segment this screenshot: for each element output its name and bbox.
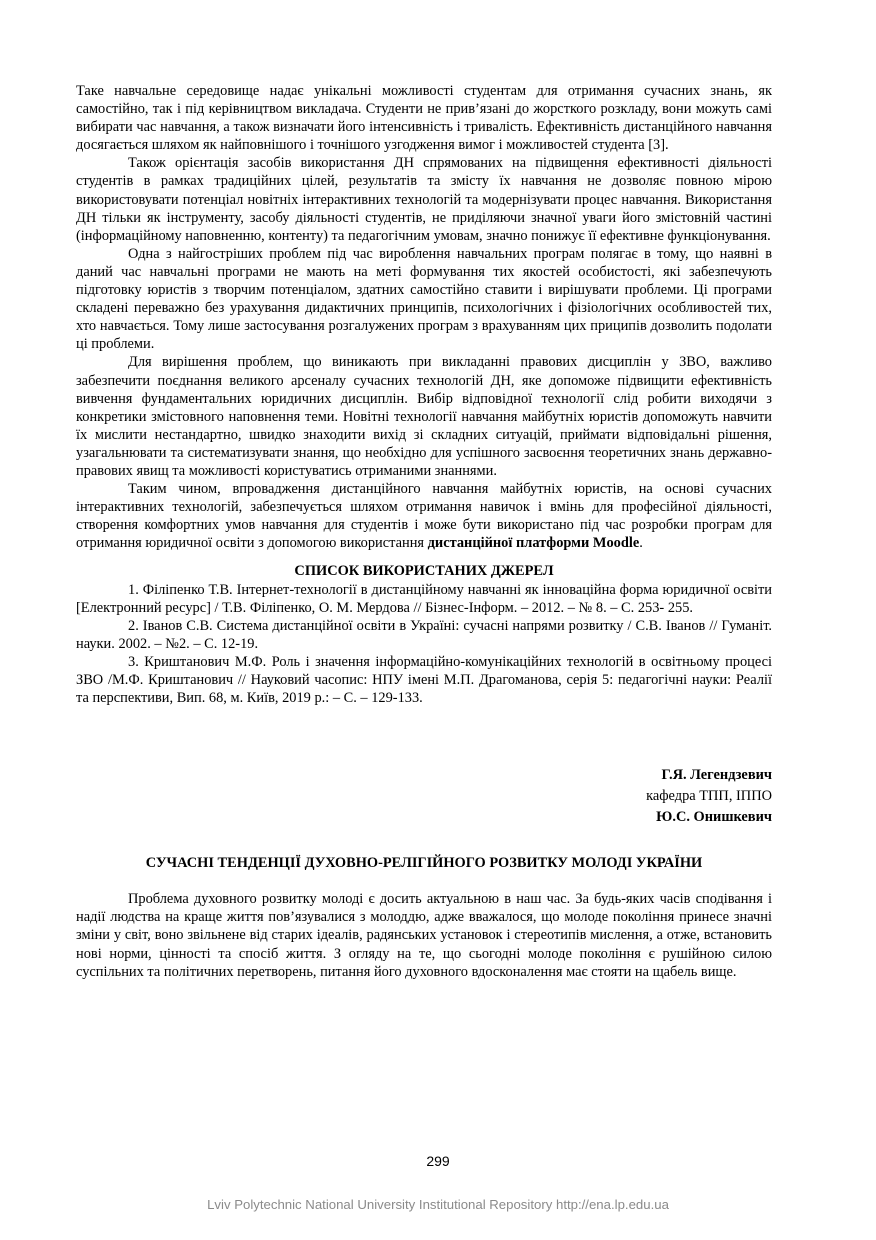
article-paragraph: Проблема духовного розвитку молоді є досить актуальною в наш час. За будь-яких часів сподівання і надії людства на краще життя пов’язувалися з молоддю, адже вважалося, що молоде покоління принесе значні зміни у світ, воно звільнене від старих ідеалів, радянських установок і стереотипів мислення, а отже, встановить нові норми, цінності та спосіб життя. З огляду на те, що сьогодні молоде покоління є рушійною силою суспільних та політичних перетворень, питання його духовного вдосконалення має стояти на щабель вище. <box>76 891 772 980</box>
body-paragraph-2: Також орієнтація засобів використання ДН спрямованих на підвищення ефективності діяльності студентів в рамках традиційних цілей, результатів та змісту їх навчання не дозволяє повною мірою використовувати потенціал новітніх інтерактивних технологій та модернізувати процес навчання. Використання ДН тільки як інструменту, засобу діяльності студентів, не приділяючи значної уваги його змістовній частині (інформаційному наповненню, контенту) та педагогічним умовам, значно понижує її ефективне функціонування. <box>76 155 772 244</box>
body-paragraph-3: Одна з найгостріших проблем під час вироблення навчальних програм полягає в тому, що наявні в даний час навчальні програми не мають на меті формування тих якостей особистості, які забезпечують підготовку юристів з творчим потенціалом, здатних самостійно ставити і вирішувати проблеми. Ці програми складені переважно без урахування дидактичних принципів, психологічних і фізіологічних особливостей тих, хто навчається. Тому лише застосування розгалужених програм з врахуванням цих приципів дозволить подолати ці проблеми. <box>76 245 772 353</box>
author-name-2: Ю.С. Онишкевич <box>656 809 772 826</box>
conclusion-end: . <box>639 535 643 552</box>
page-number: 299 <box>426 1153 450 1169</box>
conclusion-text: Таким чином, впровадження дистанційного навчання майбутніх юристів, на основі сучасних інтерактивних технологій, забезпечується шляхом отримання навичок і вмінь для професійної діяльності, створення комфортних умов навчання для студентів і може бути використано під час розробки програм для отримання юридичної освіти з допомогою використання <box>76 481 772 552</box>
references-title: СПИСОК ВИКОРИСТАНИХ ДЖЕРЕЛ <box>294 563 554 580</box>
authors-block <box>76 765 772 828</box>
reference-item-2: 2. Іванов С.В. Система дистанційної освіти в Україні: сучасні напрями розвитку / С.В. Іванов // Гуманіт. науки. 2002. – №2. – С. 12-19. <box>76 617 772 652</box>
body-paragraph-4: Для вирішення проблем, що виникають при викладанні правових дисциплін у ЗВО, важливо забезпечити поєднання великого арсеналу сучасних технологій ДН, яке допоможе підвищити ефективність вивчення фундаментальних юридичних дисциплін. Вибір відповідної технології слід робити виходячи з конкретики змістовного наповнення теми. Новітні технології навчання майбутніх юристів допоможуть навчити їх мислити нестандартно, швидко знаходити вихід зі складних ситуацій, приймати відповідальні рішення, узагальнювати та систематизувати знання, що необхідно для успішного засвоєння теоретичних знань державно-правових явищ та можливості користуватись отриманими знаннями. <box>76 354 772 479</box>
author-name-1: Г.Я. Легендзевич <box>661 767 772 784</box>
repository-footer: Lviv Polytechnic National University Institutional Repository http://ena.lp.edu.ua <box>207 1197 669 1212</box>
document-page <box>76 82 772 981</box>
reference-item-1: 1. Філіпенко Т.В. Інтернет-технології в дистанційному навчанні як інноваційна форма юридичної освіти [Електронний ресурс] / Т.В. Філіпенко, О. М. Мердова // Бізнес-Інформ. – 2012. – № 8. – С. 253- 255. <box>76 581 772 616</box>
conclusion-paragraph <box>76 480 772 552</box>
reference-item-3: 3. Криштанович М.Ф. Роль і значення інформаційно-комунікаційних технологій в освітньому процесі ЗВО /М.Ф. Криштанович // Науковий часопис: НПУ імені М.П. Драгоманова, серія 5: педагогічні науки: Реалії та перспективи, Вип. 68, м. Київ, 2019 р.: – С. – 129-133. <box>76 653 772 707</box>
article-title: СУЧАСНІ ТЕНДЕНЦІЇ ДУХОВНО-РЕЛІГІЙНОГО РОЗВИТКУ МОЛОДІ УКРАЇНИ <box>145 855 703 872</box>
body-paragraph-1: Таке навчальне середовище надає унікальні можливості студентам для отримання сучасних знань, як самостійно, так і під керівництвом викладача. Студенти не прив’язані до жорсткого розкладу, вони можуть самі вибирати час навчання, а також визначати його інтенсивність і тривалість. Ефективність дистанційного навчання досягається шляхом як найповнішого і точнішого узгодження вимог і можливостей студента [3]. <box>76 83 772 154</box>
moodle-link-text: дистанційної платформи Moodle <box>427 535 640 552</box>
author-department: кафедра ТПП, ІППО <box>646 788 772 805</box>
